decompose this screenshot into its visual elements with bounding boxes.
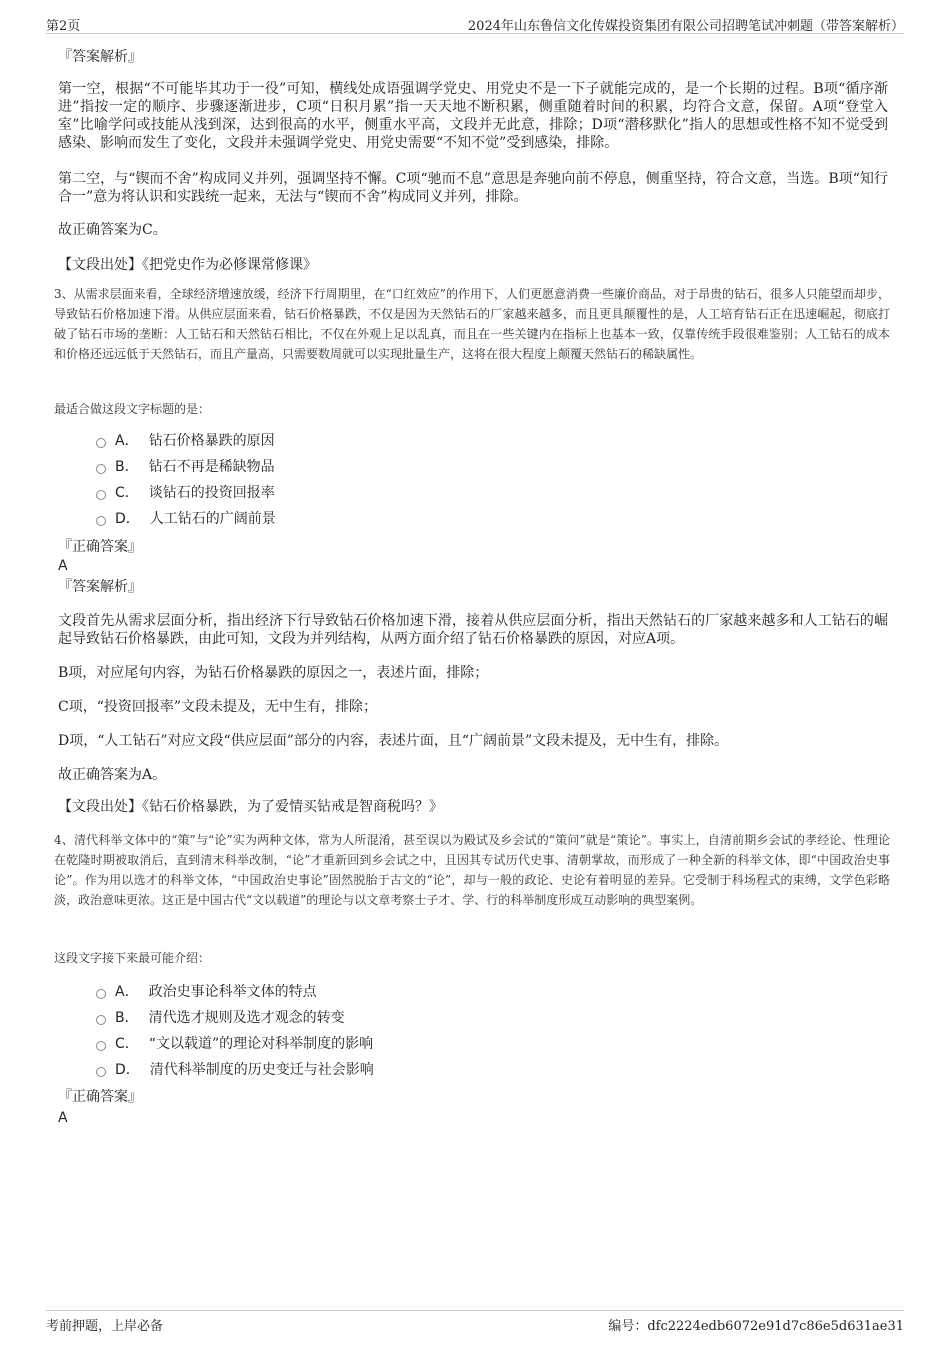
q3-analysis-label: 『答案解析』 xyxy=(58,579,142,595)
q3-conclusion: 故正确答案为A。 xyxy=(58,767,167,783)
q4-correct-label: 『正确答案』 xyxy=(58,1089,142,1105)
footer-slogan: 考前押题，上岸必备 xyxy=(46,1319,164,1334)
q3-option-b[interactable]: B． 钻石不再是稀缺物品 xyxy=(96,456,275,478)
q3-option-c[interactable]: C． 谈钻石的投资回报率 xyxy=(96,482,275,504)
q3-correct-answer: A xyxy=(58,558,68,574)
document-title: 2024年山东鲁信文化传媒投资集团有限公司招聘笔试冲刺题（带答案解析） xyxy=(467,19,904,34)
radio-icon[interactable] xyxy=(96,464,106,474)
q3-analysis-para3: C项，“投资回报率”文段未提及，无中生有，排除； xyxy=(58,699,378,715)
radio-icon[interactable] xyxy=(96,516,106,526)
q3-correct-label: 『正确答案』 xyxy=(58,539,142,555)
q3-passage: 3、从需求层面来看，全球经济增速放缓，经济下行周期里，在“口红效应”的作用下，人们更愿意消费一些廉价商品，对于昂贵的钻石，很多人只能望而却步，导致钻石价格加速下滑。从供应层面来看，钻石价格暴跌，不仅是因为天然钻石的厂家越来越多，而且更具颠覆性的是，人工培育钻石正在迅速崛起，彻底打破了钻石市场的垄断：人工钻石和天然钻石相比，不仅在外观上足以乱真，而且在一些关键内在指标上也基本一致，仅靠传统手段很难鉴别；人工钻石的成本和价格还远远低于天然钻石，而且产量高，只需要数周就可以实现批量生产，这将在很大程度上颠覆天然钻石的稀缺属性。 xyxy=(54,287,890,361)
radio-icon[interactable] xyxy=(96,490,106,500)
q2-analysis-para1: 第一空，根据“不可能毕其功于一役”可知，横线处成语强调学党史、用党史不是一下子就能完成的，是一个长期的过程。B项“循序渐进”指按一定的顺序、步骤逐渐进步，C项“日积月累”指一天天地不断积累，侧重随着时间的积累，均符合文意，保留。A项“登堂入室”比喻学问或技能从浅到深，达到很高的水平，侧重水平高，文段并无此意，排除；D项“潜移默化”指人的思想或性格不知不觉受到感染、影响而发生了变化，文段并未强调学党史、用党史需要“不知不觉”受到感染，排除。 xyxy=(58,81,888,151)
q3-analysis-para1: 文段首先从需求层面分析，指出经济下行导致钻石价格加速下滑，接着从供应层面分析，指出天然钻石的厂家越来越多和人工钻石的崛起导致钻石价格暴跌，由此可知，文段为并列结构，从两方面介绍了钻石价格暴跌的原因，对应A项。 xyxy=(58,613,888,647)
q4-option-d[interactable]: D． 清代科举制度的历史变迁与社会影响 xyxy=(96,1059,374,1081)
radio-icon[interactable] xyxy=(96,1067,106,1077)
q2-source: 【文段出处】《把党史作为必修课常修课》 xyxy=(58,257,317,273)
q3-source: 【文段出处】《钻石价格暴跌，为了爱情买钻戒是智商税吗？》 xyxy=(58,799,443,815)
q2-analysis-para2: 第二空，与“锲而不舍”构成同义并列，强调坚持不懈。C项“驰而不息”意思是奔驰向前不停息，侧重坚持，符合文意，当选。B项“知行合一”意为将认识和实践统一起来，无法与“锲而不舍”构成同义并列，排除。 xyxy=(58,171,888,205)
q2-analysis-label: 『答案解析』 xyxy=(58,49,142,65)
q3-analysis-para2: B项，对应尾句内容，为钻石价格暴跌的原因之一，表述片面，排除； xyxy=(58,665,489,681)
q3-prompt: 最适合做这段文字标题的是： xyxy=(54,402,211,416)
q3-option-d[interactable]: D． 人工钻石的广阔前景 xyxy=(96,508,276,530)
page-header xyxy=(46,13,904,34)
radio-icon[interactable] xyxy=(96,1015,106,1025)
page-footer xyxy=(46,1310,904,1334)
q3-option-a[interactable]: A． 钻石价格暴跌的原因 xyxy=(96,430,275,452)
q4-passage: 4、清代科举文体中的“策”与“论”实为两种文体，常为人所混淆，甚至误以为殿试及乡会试的“策问”就是“策论”。事实上，自清前期乡会试的孝经论、性理论在乾隆时期被取消后，直到清末科举改制，“论”才重新回到乡会试之中，且因其专试历代史事、清朝掌故，而形成了一种全新的科举文体，即“中国政治史事论”。作为用以选才的科举文体，“中国政治史事论”固然脱胎于古文的“论”，却与一般的政论、史论有着明显的差异。它受制于科场程式的束缚，文学色彩略淡，政治意味更浓。这正是中国古代“文以载道”的理论与以文章考察士子才、学、行的科举制度形成互动影响的典型案例。 xyxy=(54,833,890,907)
q2-conclusion: 故正确答案为C。 xyxy=(58,222,167,238)
footer-serial: 编号：dfc2224edb6072e91d7c86e5d631ae31 xyxy=(608,1319,904,1334)
q4-option-c[interactable]: C． “文以载道”的理论对科举制度的影响 xyxy=(96,1033,373,1055)
q3-analysis-para4: D项，“人工钻石”对应文段“供应层面”部分的内容，表述片面，且“广阔前景”文段未提及，无中生有，排除。 xyxy=(58,733,729,749)
radio-icon[interactable] xyxy=(96,1041,106,1051)
radio-icon[interactable] xyxy=(96,989,106,999)
page-number: 第2页 xyxy=(46,19,81,34)
q4-prompt: 这段文字接下来最可能介绍： xyxy=(54,951,211,965)
q4-option-a[interactable]: A． 政治史事论科举文体的特点 xyxy=(96,981,317,1003)
q4-correct-answer: A xyxy=(58,1110,68,1126)
radio-icon[interactable] xyxy=(96,438,106,448)
q4-option-b[interactable]: B． 清代选才规则及选才观念的转变 xyxy=(96,1007,345,1029)
